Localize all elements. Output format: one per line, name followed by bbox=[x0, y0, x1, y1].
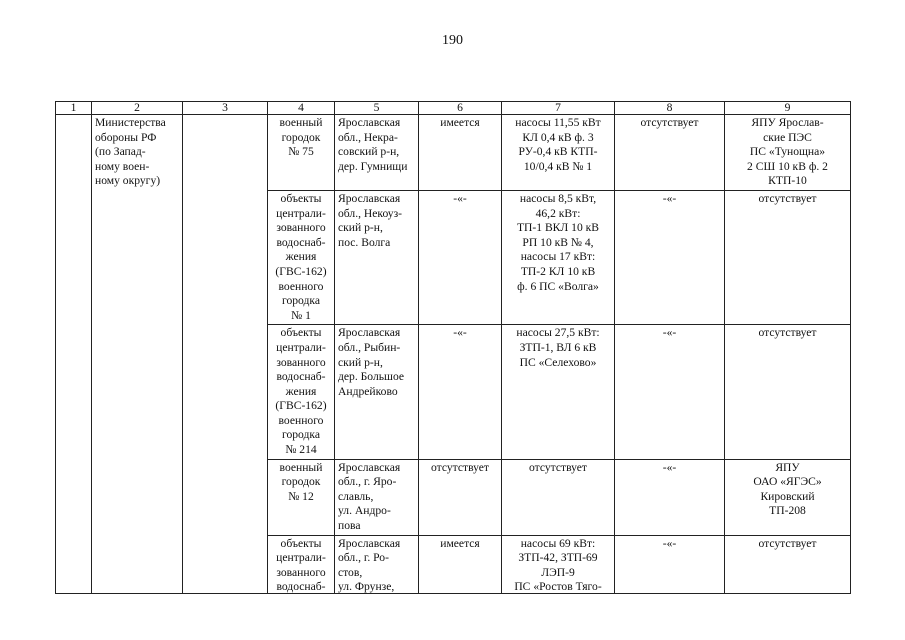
address-cell: Ярославская обл., Рыбин- ский р-н, дер. Большое Андрейково bbox=[335, 325, 419, 459]
object-cell: объекты централи- зованного водоснаб- жения (ГВС-162) военного городка № 214 bbox=[268, 325, 335, 459]
column-number: 6 bbox=[419, 102, 502, 115]
column-6-cell: -«- bbox=[419, 190, 502, 324]
column-9-cell: ЯПУ ОАО «ЯГЭС» Кировский ТП-208 bbox=[725, 459, 851, 535]
power-supply-cell: отсутствует bbox=[502, 459, 615, 535]
table-bottom-border bbox=[55, 593, 851, 594]
empty-column-3-cell bbox=[183, 115, 268, 597]
object-cell: военный городок № 12 bbox=[268, 459, 335, 535]
column-number: 3 bbox=[183, 102, 268, 115]
column-6-cell: -«- bbox=[419, 325, 502, 459]
column-6-cell: имеется bbox=[419, 535, 502, 596]
column-9-cell: отсутствует bbox=[725, 325, 851, 459]
column-number: 9 bbox=[725, 102, 851, 115]
table-row bbox=[56, 115, 851, 191]
column-number: 4 bbox=[268, 102, 335, 115]
page-number: 190 bbox=[442, 33, 463, 48]
column-9-cell: отсутствует bbox=[725, 535, 851, 596]
column-number: 1 bbox=[56, 102, 92, 115]
data-table bbox=[55, 101, 851, 597]
power-supply-cell: насосы 8,5 кВт, 46,2 кВт: ТП-1 ВКЛ 10 кВ РП 10 кВ № 4, насосы 17 кВт: ТП-2 КЛ 10 кВ ф. 6 ПС «Волга» bbox=[502, 190, 615, 324]
row-number-cell bbox=[56, 115, 92, 597]
address-cell: Ярославская обл., Некра- совский р-н, дер. Гумнищи bbox=[335, 115, 419, 191]
address-cell: Ярославская обл., г. Ро- стов, ул. Фрунзе, bbox=[335, 535, 419, 596]
column-8-cell: -«- bbox=[615, 535, 725, 596]
object-cell: объекты централи- зованного водоснаб- bbox=[268, 535, 335, 596]
column-8-cell: -«- bbox=[615, 190, 725, 324]
page-bottom-margin bbox=[0, 594, 905, 640]
column-6-cell: имеется bbox=[419, 115, 502, 191]
column-9-cell: отсутствует bbox=[725, 190, 851, 324]
column-8-cell: отсутствует bbox=[615, 115, 725, 191]
column-9-cell: ЯПУ Ярослав- ские ПЭС ПС «Тунощна» 2 СШ 10 кВ ф. 2 КТП-10 bbox=[725, 115, 851, 191]
power-supply-cell: насосы 27,5 кВт: ЗТП-1, ВЛ 6 кВ ПС «Селехово» bbox=[502, 325, 615, 459]
column-number: 7 bbox=[502, 102, 615, 115]
column-8-cell: -«- bbox=[615, 325, 725, 459]
column-number: 8 bbox=[615, 102, 725, 115]
power-supply-cell: насосы 11,55 кВт КЛ 0,4 кВ ф. 3 РУ-0,4 кВ КТП- 10/0,4 кВ № 1 bbox=[502, 115, 615, 191]
column-6-cell: отсутствует bbox=[419, 459, 502, 535]
column-number: 5 bbox=[335, 102, 419, 115]
object-cell: военный городок № 75 bbox=[268, 115, 335, 191]
address-cell: Ярославская обл., г. Яро- славль, ул. Андро- пова bbox=[335, 459, 419, 535]
column-number: 2 bbox=[92, 102, 183, 115]
object-cell: объекты централи- зованного водоснаб- жения (ГВС-162) военного городка № 1 bbox=[268, 190, 335, 324]
power-supply-cell: насосы 69 кВт: ЗТП-42, ЗТП-69 ЛЭП-9 ПС «Ростов Тяго- bbox=[502, 535, 615, 596]
address-cell: Ярославская обл., Некоуз- ский р-н, пос. Волга bbox=[335, 190, 419, 324]
column-8-cell: -«- bbox=[615, 459, 725, 535]
column-numbers-row bbox=[56, 102, 851, 115]
ministry-cell: Министерства обороны РФ (по Запад- ному воен- ному округу) bbox=[92, 115, 183, 597]
